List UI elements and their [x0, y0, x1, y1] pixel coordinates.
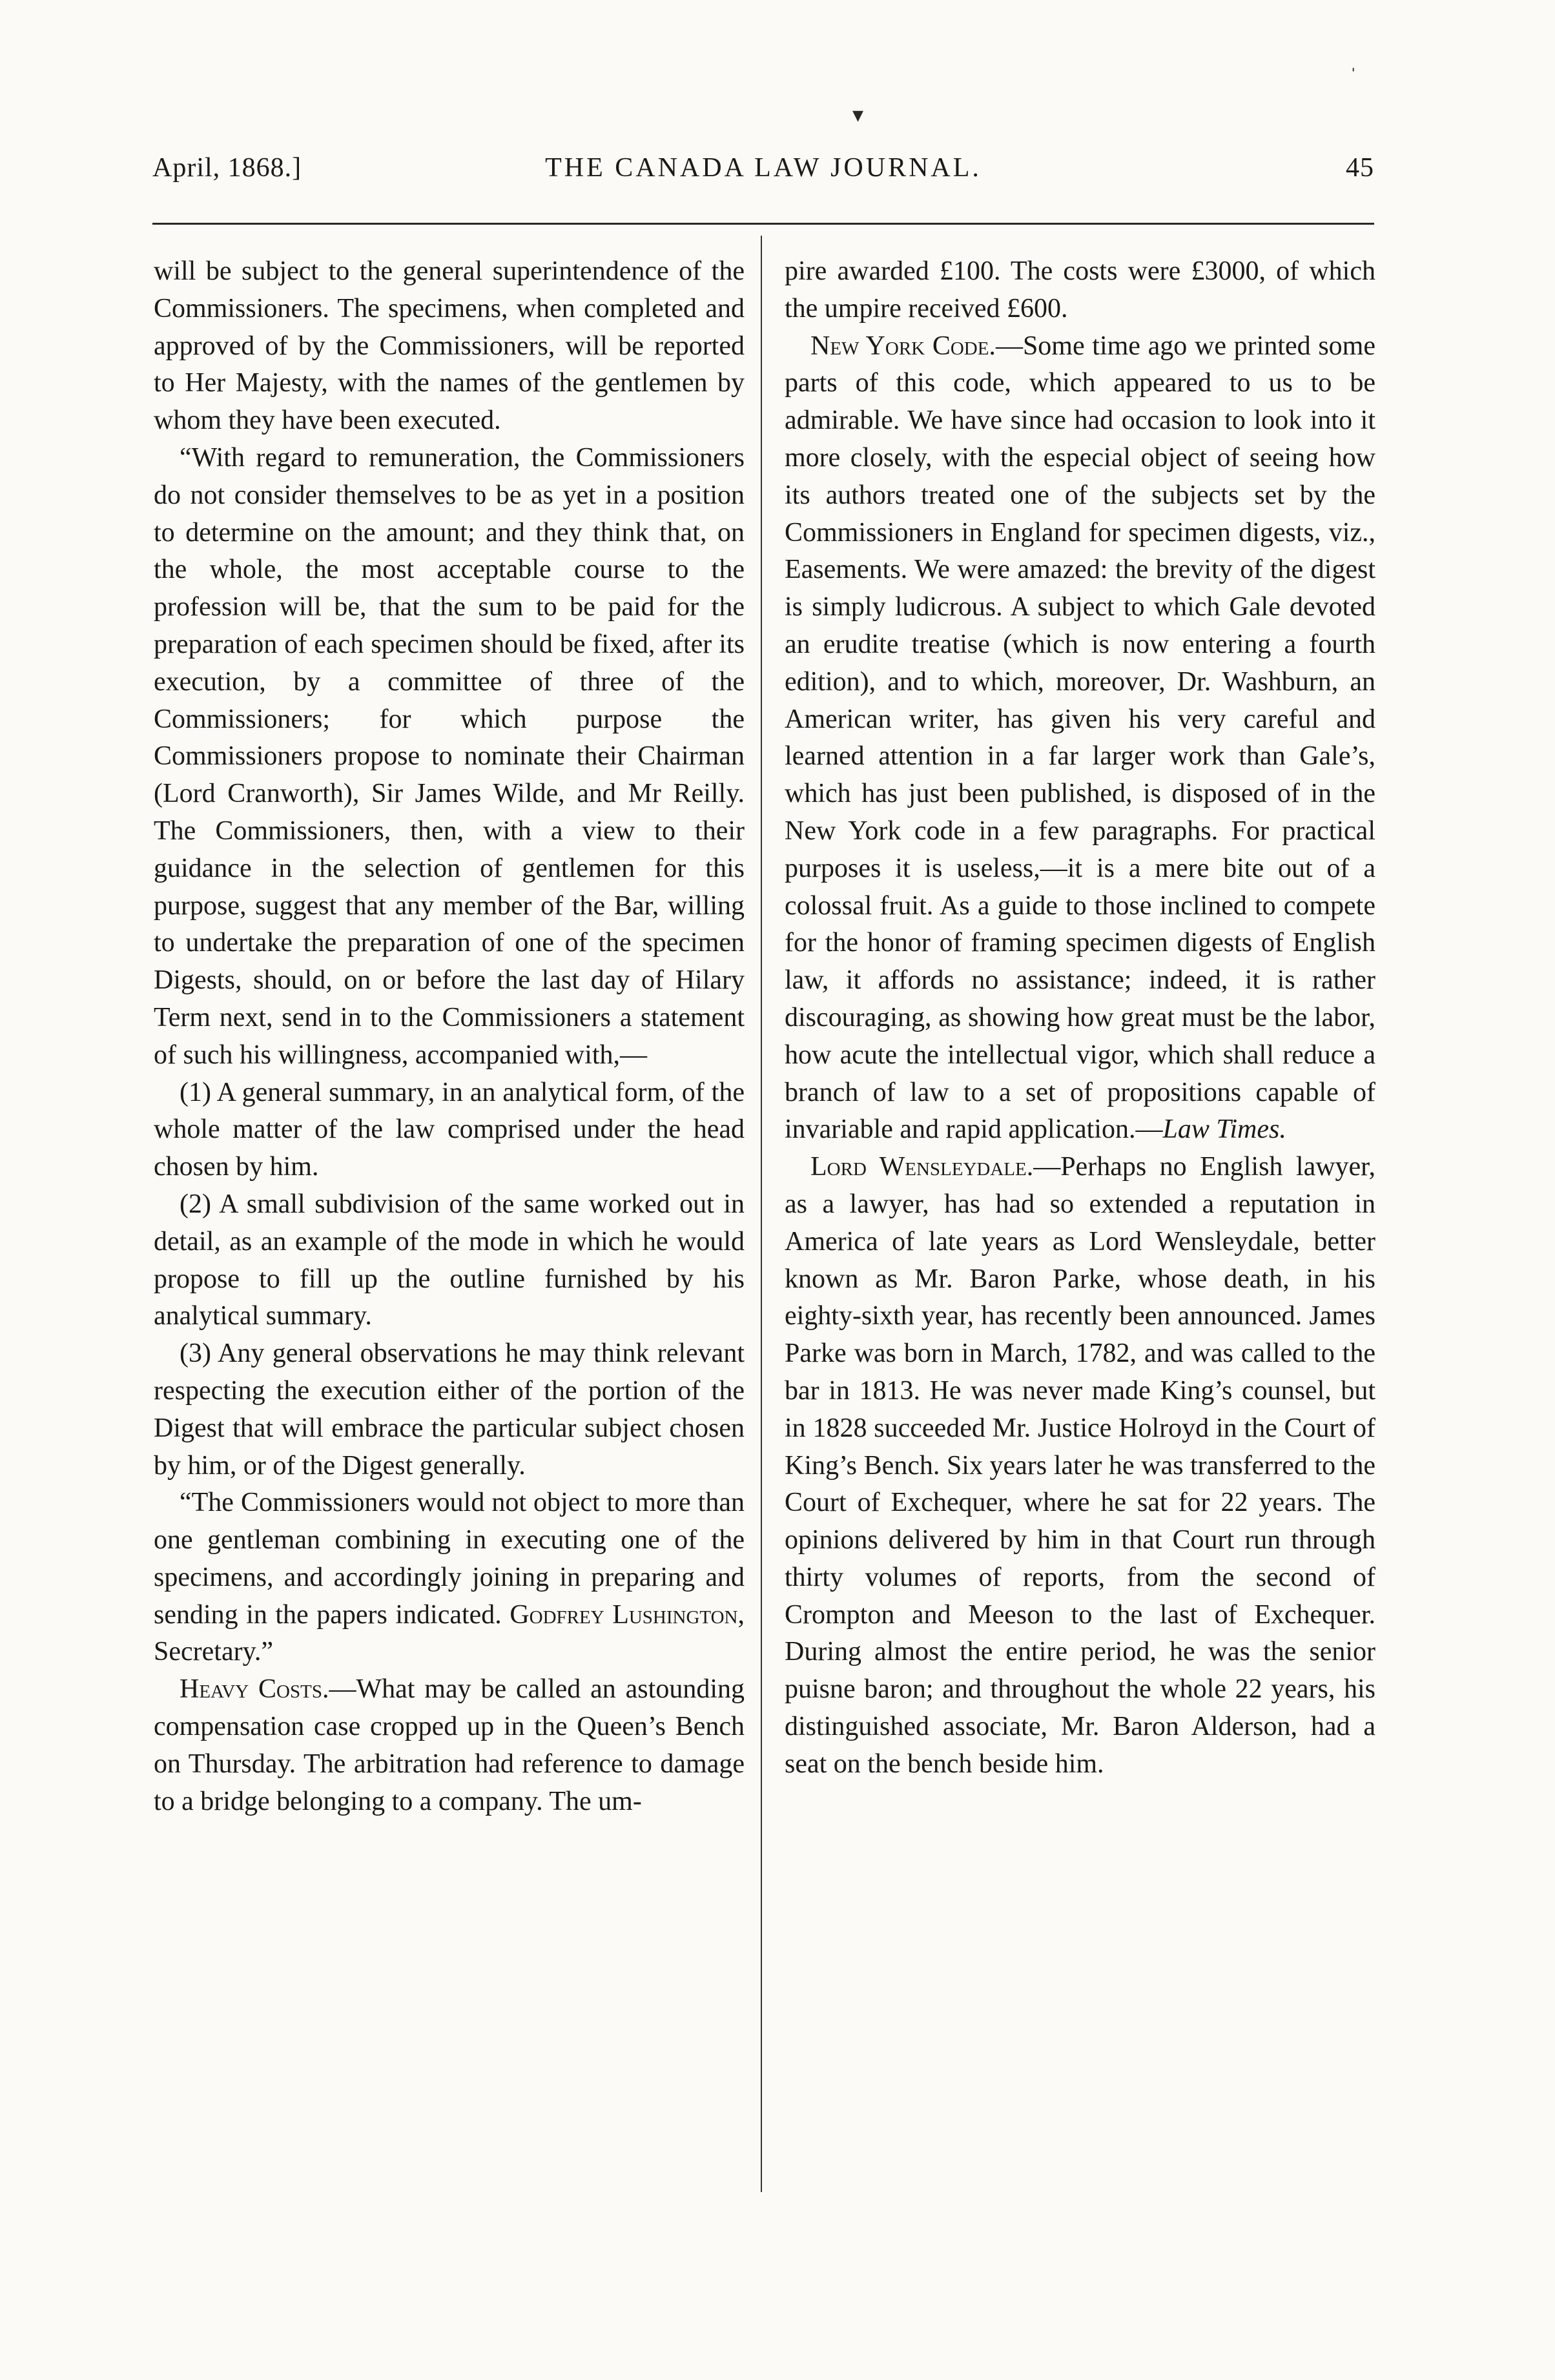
section-heading: Heavy Costs. [180, 1674, 329, 1705]
header-rule [152, 223, 1374, 225]
paragraph: (2) A small subdivision of the same worked out in detail, as an example of the mode in which he would propose to fill up the outline furnished by his analytical summary. [154, 1189, 745, 1331]
signature-title: , Secretary.” [154, 1599, 745, 1667]
ink-speck: ˈ [1350, 65, 1357, 88]
paragraph: (3) Any general observations he may think relevant respecting the execution either of the portion of the Digest that will embrace the particular subject chosen by him, or of the Digest generally. [154, 1339, 745, 1481]
source-citation: Law Times. [1162, 1114, 1286, 1145]
running-head [152, 152, 1374, 198]
journal-title: THE CANADA LAW JOURNAL. [545, 153, 982, 183]
page-number: 45 [1346, 153, 1374, 183]
paragraph: (1) A general summary, in an analytical form, of the whole matter of the law comprised under the head chosen by him. [154, 1077, 745, 1182]
left-column [154, 253, 745, 1820]
paragraph-text: —Some time ago we printed some parts of this code, which appeared to us to be admirable. We have since had occasion to look into it more closely, with the especial object of seeing how its authors treated one of the subjects set by the Commissioners in England for specimen digests, viz., Easements. We were amazed: the brevity of the digest is simply ludicrous. A subject to which Gale devoted an erudite treatise (which is now entering a fourth edition), and to which, moreover, Dr. Washburn, an American writer, has given his very careful and learned attention in a far larger work than Gale’s, which has just been published, is disposed of in the New York code in a few paragraphs. For practical purposes it is useless,—it is a mere bite out of a colossal fruit. As a guide to those inclined to compete for the honor of framing specimen digests of English law, it affords no assistance; indeed, it is rather discouraging, as showing how great must be the labor, how acute the intellectual vigor, which shall reduce a branch of law to a set of propositions capable of invariable and rapid application.— [785, 331, 1375, 1145]
paragraph [154, 1671, 745, 1820]
signature-name: Godfrey Lushington [510, 1599, 738, 1630]
paragraph [785, 1149, 1375, 1783]
paragraph: will be subject to the general superintendence of the Commissioners. The specimens, when completed and approved of by the Commissioners, will be reported to Her Majesty, with the names of the gentlemen by whom they have been executed. [154, 256, 745, 436]
paragraph [154, 1484, 745, 1671]
paragraph-text: “The Commissioners would not object to more than one gentleman combining in executing one of the specimens, and accordingly joining in preparing and sending in the papers indicated. [154, 1488, 745, 1630]
paragraph [785, 328, 1375, 1149]
ink-speck: ▾ [852, 103, 864, 127]
column-divider [761, 236, 762, 2192]
paragraph-text: —Perhaps no English lawyer, as a lawyer, has had so extended a reputation in America of late years as Lord Wensleydale, better known as Mr. Baron Parke, whose death, in his eighty-sixth year, has recently been announced. James Parke was born in March, 1782, and was called to the bar in 1813. He was never made King’s counsel, but in 1828 succeeded Mr. Justice Holroyd in the Court of King’s Bench. Six years later he was transferred to the Court of Exchequer, where he sat for 22 years. The opinions delivered by him in that Court run through thirty volumes of reports, from the second of Crompton and Meeson to the last of Exchequer. During almost the entire period, he was the senior puisne baron; and throughout the whole 22 years, his distinguished associate, Mr. Baron Alderson, had a seat on the bench beside him. [785, 1152, 1375, 1779]
paragraph-text: —What may be called an astounding compensation case cropped up in the Queen’s Bench on Thursday. The arbitration had reference to damage to a bridge belonging to a company. The um- [154, 1674, 745, 1816]
section-heading: New York Code. [810, 331, 996, 361]
right-column [785, 253, 1375, 1783]
section-heading: Lord Wensleydale. [810, 1152, 1034, 1182]
paragraph: pire awarded £100. The costs were £3000, of which the umpire received £600. [785, 256, 1375, 323]
header-date: April, 1868.] [152, 153, 302, 183]
paragraph: “With regard to remuneration, the Commissioners do not consider themselves to be as yet in a position to determine on the amount; and they think that, on the whole, the most acceptable course to the profession will be, that the sum to be paid for the preparation of each specimen should be fixed, after its execution, by a committee of three of the Commissioners; for which purpose the Commissioners propose to nominate their Chairman (Lord Cranworth), Sir James Wilde, and Mr Reilly. The Commissioners, then, with a view to their guidance in the selection of gentlemen for this purpose, suggest that any member of the Bar, willing to undertake the preparation of one of the specimen Digests, should, on or before the last day of Hilary Term next, send in to the Commissioners a statement of such his willingness, accompanied with,— [154, 442, 745, 1070]
